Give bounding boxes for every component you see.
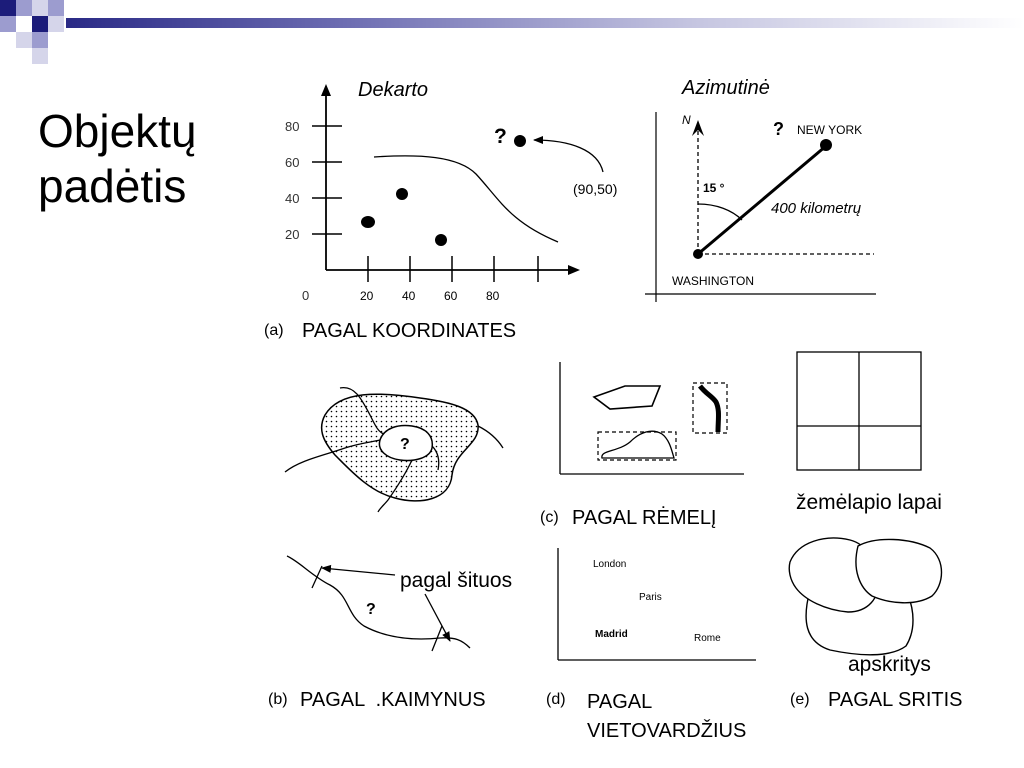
dekarto-coordinate-label: (90,50) xyxy=(573,181,618,197)
panel-e-caption: PAGAL SRITIS xyxy=(828,689,963,711)
polygon-shape xyxy=(594,386,660,409)
blob-shape xyxy=(602,431,674,458)
district-shape xyxy=(856,539,942,602)
dekarto-unknown-point xyxy=(514,135,526,147)
azimutine-unknown-mark: ? xyxy=(773,119,784,139)
panel-d-caption-line-1: PAGAL xyxy=(587,691,653,713)
azimutine-title: Azimutinė xyxy=(682,77,770,99)
place-paris: Paris xyxy=(639,592,662,603)
angle-label: 15 ° xyxy=(703,181,725,195)
neighbour-unknown-mark: ? xyxy=(366,601,376,618)
neighbour-pointer-arrow xyxy=(322,568,395,575)
map-sheets-diagram xyxy=(796,352,942,514)
north-label: N xyxy=(682,113,691,127)
panel-d-caption-line-2: VIETOVARDŽIUS xyxy=(587,720,747,742)
enclave-unknown-mark: ? xyxy=(400,436,410,453)
districts-diagram xyxy=(789,538,941,676)
slide-title-line-2: padėtis xyxy=(38,160,187,212)
washington-point xyxy=(693,249,703,259)
dekarto-unknown-mark: ? xyxy=(494,125,507,148)
frame-diagram xyxy=(560,362,744,474)
panel-b-label: (b) xyxy=(268,691,288,708)
azimuthal-diagram xyxy=(645,77,876,302)
dekarto-point xyxy=(435,234,447,246)
dekarto-point xyxy=(396,188,408,200)
dekarto-title: Dekarto xyxy=(358,79,429,101)
washington-label: WASHINGTON xyxy=(672,274,755,288)
map-sheets-label: žemėlapio lapai xyxy=(796,491,942,514)
place-madrid: Madrid xyxy=(595,629,628,640)
place-rome: Rome xyxy=(694,633,721,644)
stippled-region-diagram xyxy=(285,388,503,512)
bounding-box-dashed xyxy=(693,383,727,433)
cartesian-diagram xyxy=(285,79,617,303)
dekarto-y-label-80: 80 xyxy=(285,119,300,134)
dekarto-y-label-20: 20 xyxy=(285,227,300,242)
dekarto-x-label-60: 60 xyxy=(444,289,458,303)
neighbour-note: pagal šituos xyxy=(400,569,513,592)
districts-label: apskritys xyxy=(848,653,931,676)
dekarto-pointer-arrow xyxy=(534,140,603,172)
panel-a-caption: PAGAL KOORDINATES xyxy=(302,320,517,342)
linear-feature xyxy=(700,386,719,432)
panel-e-label: (e) xyxy=(790,691,810,708)
region-boundary-line xyxy=(478,426,503,448)
dekarto-x-axis-arrowhead xyxy=(568,265,580,275)
neighbour-tick xyxy=(312,566,322,588)
dekarto-x-label-80: 80 xyxy=(486,289,500,303)
distance-label: 400 kilometrų xyxy=(771,200,862,217)
panel-d-label: (d) xyxy=(546,691,566,708)
dekarto-y-label-60: 60 xyxy=(285,155,300,170)
dekarto-x-label-0: 0 xyxy=(302,288,310,303)
panel-c-caption: PAGAL RĖMELĮ xyxy=(572,507,717,529)
angle-arc xyxy=(698,204,742,220)
dekarto-y-axis-arrowhead xyxy=(321,84,331,96)
panel-b-caption: PAGAL .KAIMYNUS xyxy=(300,689,486,711)
panel-a-label: (a) xyxy=(264,322,284,339)
dekarto-point xyxy=(361,216,375,228)
place-london: London xyxy=(593,559,627,570)
new-york-label: NEW YORK xyxy=(797,123,863,137)
new-york-point xyxy=(820,139,832,151)
place-names-diagram xyxy=(558,548,756,660)
neighbour-pointer-arrow xyxy=(425,594,450,641)
panel-c-label: (c) xyxy=(540,509,559,526)
slide-title-line-1: Objektų xyxy=(38,105,197,157)
dekarto-x-label-40: 40 xyxy=(402,289,416,303)
dekarto-y-label-40: 40 xyxy=(285,191,300,206)
dekarto-x-label-20: 20 xyxy=(360,289,374,303)
neighbours-diagram xyxy=(287,556,512,651)
